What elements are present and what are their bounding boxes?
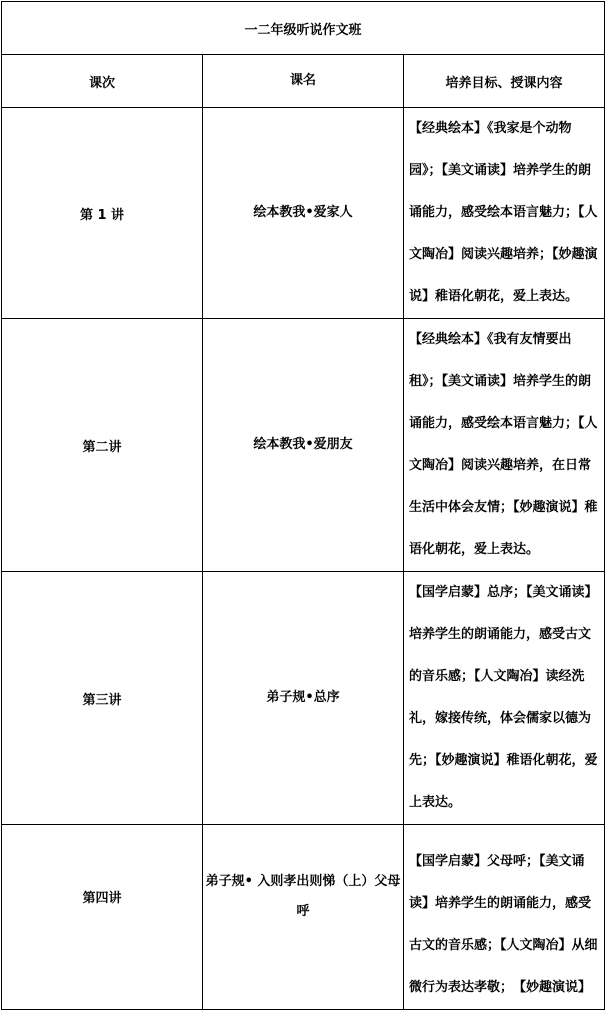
course-table [1, 1, 605, 1010]
lesson-name: 绘本教我•爱朋友 [203, 319, 404, 572]
lesson-name: 弟子规•总序 [203, 572, 404, 825]
lesson-content: 【国学启蒙】父母呼；【美文诵读】培养学生的朗诵能力，感受古文的音乐感；【人文陶冶】从细微行为表达孝敬； 【妙趣演说】 [409, 854, 598, 995]
table-row [2, 572, 605, 825]
title-row [2, 2, 605, 55]
lesson-number: 第 1 讲 [2, 108, 203, 319]
table-row [2, 319, 605, 572]
header-name: 课名 [203, 55, 404, 108]
table-title: 一二年级听说作文班 [2, 2, 605, 55]
lesson-content: 【经典绘本】《我家是个动物园》；【美文诵读】培养学生的朗诵能力，感受绘本语言魅力；【人文陶冶】阅读兴趣培养；【妙趣演说】稚语化朝花，爱上表达。 [404, 108, 605, 319]
lesson-name: 弟子规• 入则孝出则悌（上）父母呼 [205, 874, 401, 919]
header-content: 培养目标、授课内容 [404, 55, 605, 108]
lesson-number: 第四讲 [82, 891, 122, 906]
lesson-number: 第二讲 [2, 319, 203, 572]
lesson-content: 【国学启蒙】总序；【美文诵读】培养学生的朗诵能力，感受古文的音乐感；【人文陶冶】读经洗礼，嫁接传统，体会儒家以德为先；【妙趣演说】稚语化朝花，爱上表达。 [404, 572, 605, 825]
lesson-name: 绘本教我•爱家人 [203, 108, 404, 319]
lesson-number-cell [2, 825, 203, 1010]
header-row [2, 55, 605, 108]
lesson-content: 【经典绘本】《我有友情要出租》；【美文诵读】培养学生的朗诵能力，感受绘本语言魅力；【人文陶冶】阅读兴趣培养，在日常生活中体会友情；【妙趣演说】稚语化朝花，爱上表达。 [404, 319, 605, 572]
table-row [2, 825, 605, 1010]
lesson-name-cell [203, 825, 404, 1010]
table-row [2, 108, 605, 319]
lesson-content-cell [404, 825, 605, 1010]
lesson-number: 第三讲 [2, 572, 203, 825]
header-lesson: 课次 [2, 55, 203, 108]
